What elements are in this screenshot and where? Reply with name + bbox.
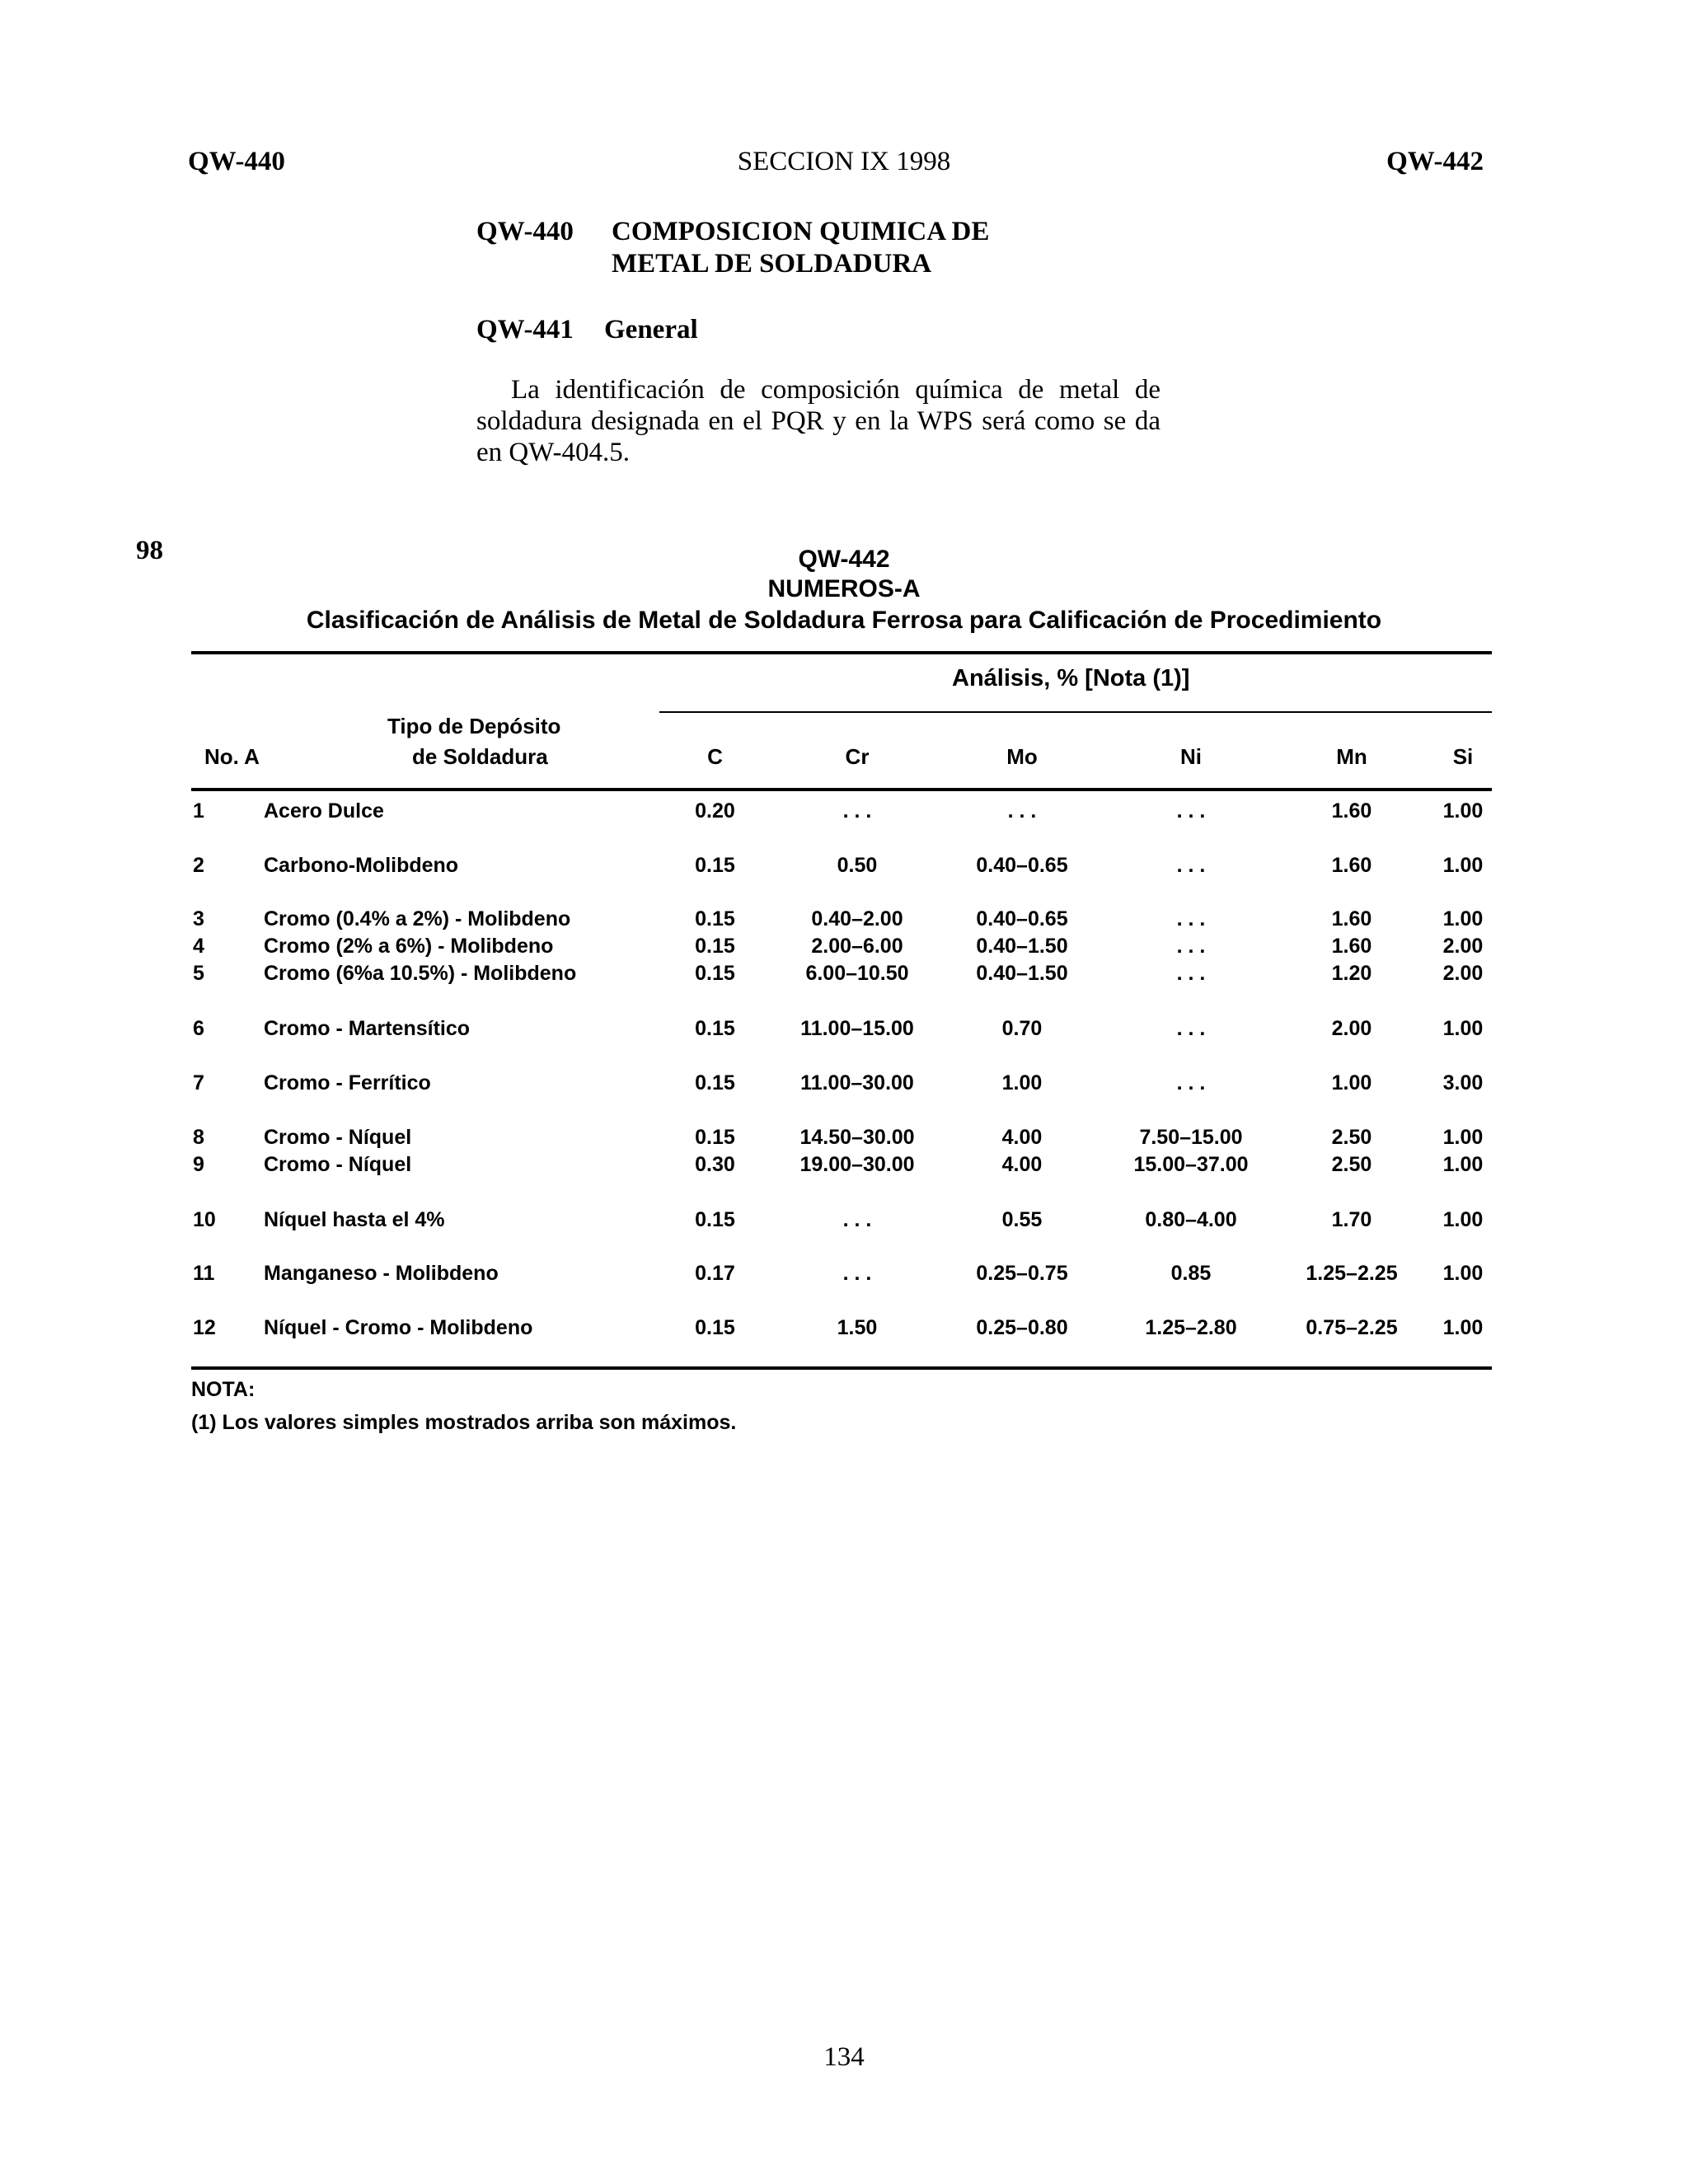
cell-ni: . . . [1176,962,1206,985]
cell-mo: 0.25–0.80 [976,1316,1068,1339]
cell-cr: 11.00–15.00 [800,1017,914,1040]
col-header-type-line1: Tipo de Depósito [387,714,561,738]
cell-cr: 6.00–10.50 [805,962,909,985]
cell-no: 11 [193,1262,215,1285]
table-row [0,1126,1688,1154]
cell-mo: 4.00 [1001,1126,1043,1149]
section-441-title: General [604,315,698,344]
note-1: (1) Los valores simples mostrados arriba son máximos. [191,1411,737,1434]
cell-c: 0.20 [695,799,735,823]
analysis-header-rule [659,711,1492,713]
cell-type: Níquel hasta el 4% [264,1208,445,1231]
cell-si: 2.00 [1442,962,1484,985]
cell-c: 0.15 [695,1126,735,1149]
table-caption: Clasificación de Análisis de Metal de Soldadura Ferrosa para Calificación de Procedimiento [306,607,1382,634]
cell-mn: 1.00 [1331,1071,1372,1094]
cell-ni: 15.00–37.00 [1133,1153,1249,1176]
cell-si: 1.00 [1442,907,1484,930]
cell-no: 5 [193,962,204,985]
cell-type: Cromo - Ferrítico [264,1071,431,1094]
table-row [0,1208,1688,1236]
cell-ni: . . . [1176,907,1206,930]
col-header-si: Si [1452,744,1474,769]
cell-ni: . . . [1176,799,1206,823]
margin-revision-mark: 98 [136,536,163,565]
cell-c: 0.30 [695,1153,735,1176]
cell-si: 1.00 [1442,1208,1484,1231]
cell-type: Cromo - Níquel [264,1126,412,1149]
cell-c: 0.15 [695,907,735,930]
cell-mo: 0.70 [1001,1017,1043,1040]
cell-type: Cromo (6%a 10.5%) - Molibdeno [264,962,577,985]
cell-mo: 4.00 [1001,1153,1043,1176]
cell-mo: 0.40–1.50 [976,935,1068,958]
cell-cr: 1.50 [837,1316,878,1339]
page-number: 134 [823,2042,865,2072]
cell-ni: . . . [1176,935,1206,958]
cell-mn: 1.60 [1331,935,1372,958]
col-header-mn: Mn [1336,744,1367,769]
cell-no: 1 [193,799,204,823]
cell-si: 1.00 [1442,1316,1484,1339]
cell-no: 12 [193,1316,216,1339]
notes-heading: NOTA: [191,1378,256,1401]
cell-type: Cromo (0.4% a 2%) - Molibdeno [264,907,571,930]
cell-ni: . . . [1176,854,1206,877]
cell-cr: 0.40–2.00 [811,907,903,930]
cell-mn: 1.60 [1331,854,1372,877]
cell-ni: 1.25–2.80 [1145,1316,1237,1339]
table-row [0,1316,1688,1344]
cell-cr: . . . [842,1262,872,1285]
cell-no: 4 [193,935,204,958]
table-number: QW-442 [798,546,890,573]
col-header-ni: Ni [1180,744,1202,769]
header-left-section: QW-440 [188,147,285,176]
cell-mo: . . . [1007,799,1037,823]
cell-ni: . . . [1176,1071,1206,1094]
table-row [0,962,1688,990]
cell-ni: . . . [1176,1017,1206,1040]
table-top-rule [191,651,1492,654]
table-row [0,1071,1688,1099]
analysis-header: Análisis, % [Nota (1)] [952,665,1190,691]
cell-mo: 0.40–0.65 [976,907,1068,930]
cell-c: 0.17 [695,1262,735,1285]
cell-ni: 0.85 [1170,1262,1212,1285]
cell-no: 10 [193,1208,216,1231]
col-header-c: C [707,744,723,769]
cell-si: 1.00 [1442,1126,1484,1149]
table-row [0,1153,1688,1181]
cell-cr: . . . [842,1208,872,1231]
section-440-title-line2: METAL DE SOLDADURA [612,249,932,279]
cell-no: 3 [193,907,204,930]
cell-type: Níquel - Cromo - Molibdeno [264,1316,533,1339]
cell-mn: 2.00 [1331,1017,1372,1040]
section-441-number: QW-441 [476,315,574,344]
cell-si: 1.00 [1442,1153,1484,1176]
cell-mo: 1.00 [1001,1071,1043,1094]
table-bottom-rule [191,1366,1492,1370]
col-header-cr: Cr [845,744,870,769]
cell-mn: 1.60 [1331,799,1372,823]
cell-type: Manganeso - Molibdeno [264,1262,499,1285]
cell-type: Cromo - Níquel [264,1153,412,1176]
col-header-no: No. A [204,744,260,769]
cell-type: Cromo (2% a 6%) - Molibdeno [264,935,554,958]
cell-mo: 0.25–0.75 [976,1262,1068,1285]
col-header-type-line2: de Soldadura [412,744,548,769]
cell-mn: 2.50 [1331,1153,1372,1176]
cell-mo: 0.40–0.65 [976,854,1068,877]
cell-type: Cromo - Martensítico [264,1017,471,1040]
cell-mo: 0.40–1.50 [976,962,1068,985]
cell-c: 0.15 [695,962,735,985]
cell-cr: 0.50 [837,854,878,877]
cell-ni: 0.80–4.00 [1145,1208,1237,1231]
cell-cr: 11.00–30.00 [800,1071,914,1094]
cell-cr: 2.00–6.00 [811,935,903,958]
table-row [0,1017,1688,1045]
cell-c: 0.15 [695,854,735,877]
cell-mn: 1.60 [1331,907,1372,930]
table-row [0,935,1688,963]
header-right-section: QW-442 [1386,147,1484,176]
cell-c: 0.15 [695,1017,735,1040]
cell-si: 1.00 [1442,854,1484,877]
cell-cr: 19.00–30.00 [799,1153,915,1176]
cell-si: 3.00 [1442,1071,1484,1094]
cell-cr: . . . [842,799,872,823]
table-row [0,907,1688,935]
cell-no: 7 [193,1071,204,1094]
table-row [0,854,1688,882]
cell-si: 1.00 [1442,799,1484,823]
cell-c: 0.15 [695,1208,735,1231]
cell-c: 0.15 [695,1071,735,1094]
header-center-title: SECCION IX 1998 [737,147,951,176]
cell-no: 9 [193,1153,204,1176]
cell-cr: 14.50–30.00 [799,1126,915,1149]
cell-si: 2.00 [1442,935,1484,958]
cell-mn: 1.20 [1331,962,1372,985]
cell-no: 8 [193,1126,204,1149]
cell-mn: 0.75–2.25 [1306,1316,1398,1339]
cell-c: 0.15 [695,1316,735,1339]
cell-type: Carbono-Molibdeno [264,854,459,877]
cell-si: 1.00 [1442,1017,1484,1040]
cell-si: 1.00 [1442,1262,1484,1285]
cell-c: 0.15 [695,935,735,958]
cell-no: 6 [193,1017,204,1040]
table-row [0,1262,1688,1290]
cell-ni: 7.50–15.00 [1139,1126,1243,1149]
section-440-title-line1: COMPOSICION QUIMICA DE [612,217,990,246]
cell-no: 2 [193,854,204,877]
col-header-mo: Mo [1006,744,1038,769]
section-440-number: QW-440 [476,217,574,246]
cell-mn: 2.50 [1331,1126,1372,1149]
cell-mn: 1.25–2.25 [1306,1262,1398,1285]
table-subtitle: NUMEROS-A [767,575,921,602]
cell-mn: 1.70 [1331,1208,1372,1231]
cell-mo: 0.55 [1001,1208,1043,1231]
section-441-body: La identificación de composición química de metal de soldadura designada en el PQR y en la WPS será como se da en QW-404.5. [476,375,1160,467]
table-row [0,799,1688,827]
cell-type: Acero Dulce [264,799,384,823]
table-header-rule [191,788,1492,791]
